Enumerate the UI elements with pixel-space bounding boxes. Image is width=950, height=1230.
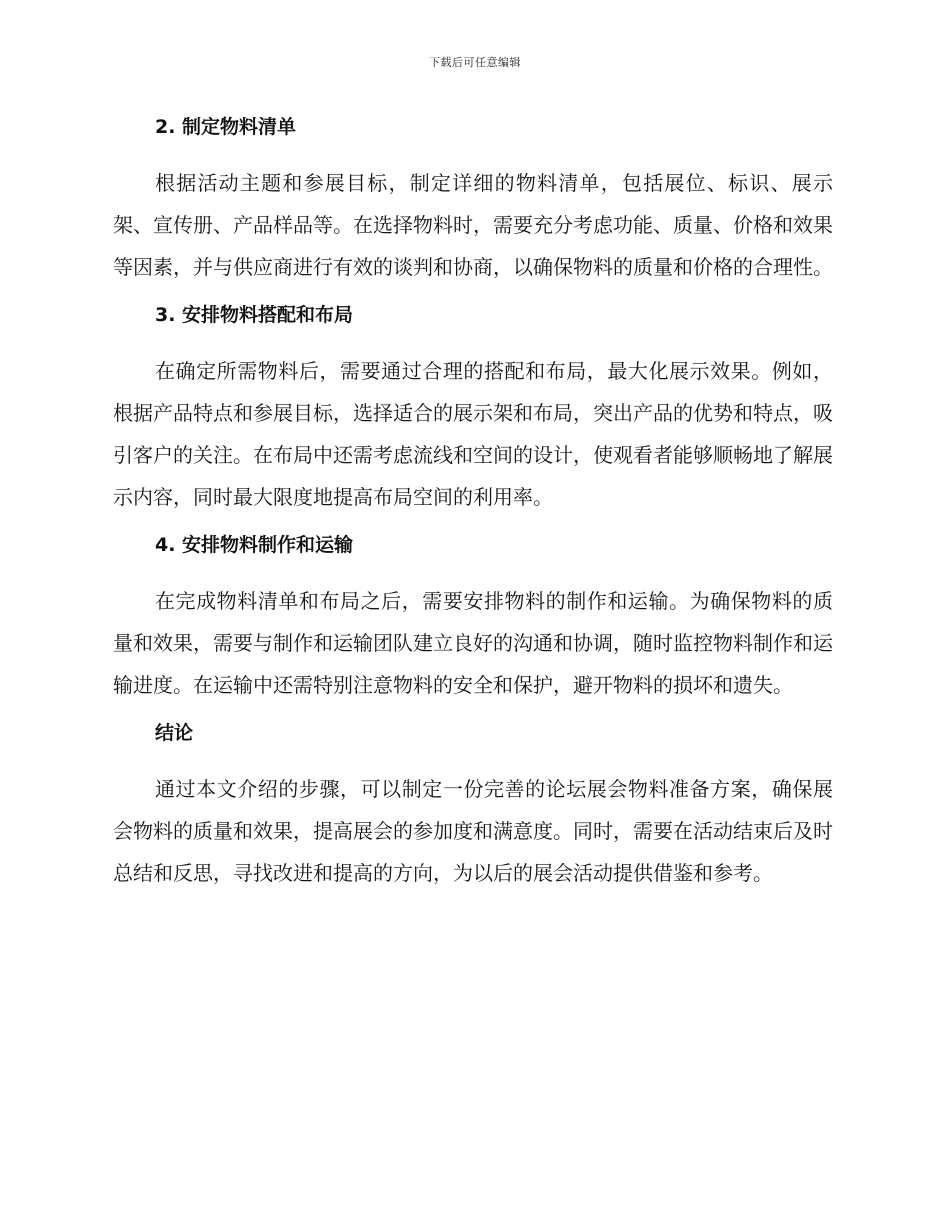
section-heading-3: 3. 安排物料搭配和布局: [155, 304, 354, 326]
conclusion-paragraph: 通过本文介绍的步骤，可以制定一份完善的论坛展会物料准备方案，确保展会物料的质量和效果，提高展会的参加度和满意度。同时，需要在活动结束后及时总结和反思，寻找改进和提高的方向，为以后的展会活动提供借鉴和参考。: [113, 777, 833, 885]
section-paragraph-2: 根据活动主题和参展目标，制定详细的物料清单，包括展位、标识、展示架、宣传册、产品样品等。在选择物料时，需要充分考虑功能、质量、价格和效果等因素，并与供应商进行有效的谈判和协商，以确保物料的质量和价格的合理性。: [113, 171, 833, 279]
section-heading-2: 2. 制定物料清单: [155, 116, 297, 138]
document-body: [113, 112, 833, 894]
section-paragraph-3: 在确定所需物料后，需要通过合理的搭配和布局，最大化展示效果。例如，根据产品特点和参展目标，选择适合的展示架和布局，突出产品的优势和特点，吸引客户的关注。在布局中还需考虑流线和空间的设计，使观看者能够顺畅地了解展示内容，同时最大限度地提高布局空间的利用率。: [113, 359, 833, 509]
conclusion-heading: 结论: [155, 722, 194, 744]
header-note: 下载后可任意编辑: [429, 56, 521, 69]
section-heading-4: 4. 安排物料制作和运输: [155, 534, 354, 556]
section-paragraph-4: 在完成物料清单和布局之后，需要安排物料的制作和运输。为确保物料的质量和效果，需要与制作和运输团队建立良好的沟通和协调，随时监控物料制作和运输进度。在运输中还需特别注意物料的安全和保护，避开物料的损坏和遗失。: [113, 589, 833, 697]
